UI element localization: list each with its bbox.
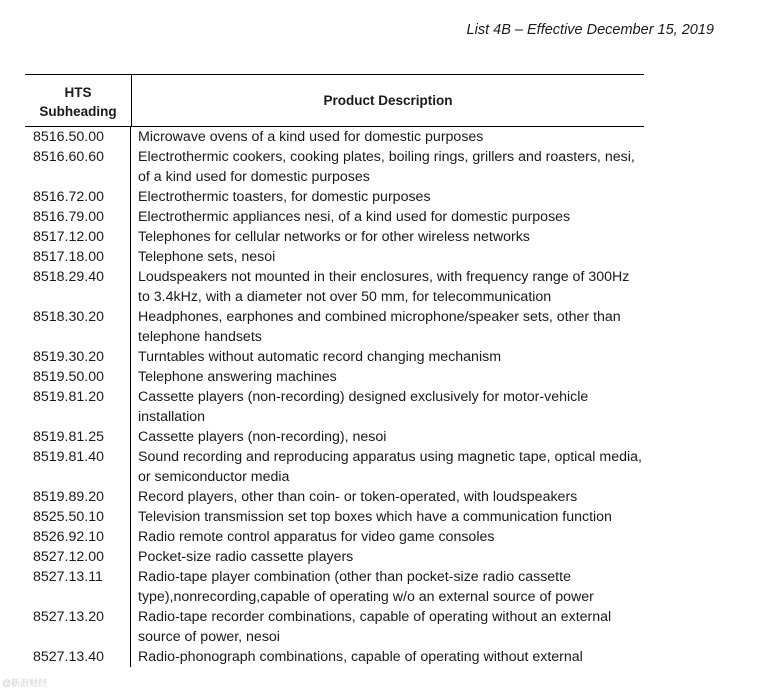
list-title: List 4B – Effective December 15, 2019 <box>466 22 714 38</box>
hts-code: 8516.60.60 <box>25 147 131 187</box>
column-header-hts <box>25 75 132 126</box>
product-description: Pocket-size radio cassette players <box>138 549 354 565</box>
hts-code: 8527.13.11 <box>25 567 131 607</box>
hts-code: 8516.79.00 <box>25 207 131 227</box>
table-row <box>25 207 644 227</box>
product-description: Electrothermic appliances nesi, of a kind used for domestic purposes <box>138 209 571 225</box>
product-description: Telephone sets, nesoi <box>138 249 276 265</box>
hts-code: 8519.30.20 <box>25 347 131 367</box>
product-description: Loudspeakers not mounted in their enclosures, with frequency range of 300Hz to 3.4kHz, with a diameter not over 50 mm, for telecommunication <box>138 269 630 305</box>
hts-code: 8527.12.00 <box>25 547 131 567</box>
table-row <box>25 447 644 487</box>
product-description: Cassette players (non-recording), nesoi <box>138 429 387 445</box>
table-row <box>25 427 644 447</box>
table-row <box>25 127 644 147</box>
product-description: Microwave ovens of a kind used for domestic purposes <box>138 129 484 145</box>
table-row <box>25 527 644 547</box>
table-row <box>25 247 644 267</box>
product-description: Telephone answering machines <box>138 369 337 385</box>
table-header <box>25 74 644 127</box>
product-description: Electrothermic toasters, for domestic purposes <box>138 189 431 205</box>
hts-code: 8527.13.20 <box>25 607 131 647</box>
product-description: Radio-phonograph combinations, capable of operating without external <box>138 649 583 665</box>
hts-code: 8526.92.10 <box>25 527 131 547</box>
product-description: Cassette players (non-recording) designed exclusively for motor-vehicle installation <box>138 389 589 425</box>
product-description: Television transmission set top boxes which have a communication function <box>138 509 612 525</box>
hts-code: 8525.50.10 <box>25 507 131 527</box>
hts-code: 8519.81.25 <box>25 427 131 447</box>
table-row <box>25 547 644 567</box>
hts-code: 8519.89.20 <box>25 487 131 507</box>
product-description: Record players, other than coin- or token-operated, with loudspeakers <box>138 489 578 505</box>
column-header-description: Product Description <box>323 93 453 108</box>
hts-code: 8518.30.20 <box>25 307 131 347</box>
product-description: Electrothermic cookers, cooking plates, boiling rings, grillers and roasters, nesi, of a kind used for domestic purposes <box>138 149 635 185</box>
table-row <box>25 647 644 667</box>
hts-code: 8516.72.00 <box>25 187 131 207</box>
product-description: Headphones, earphones and combined microphone/speaker sets, other than telephone handsets <box>138 309 621 345</box>
table-row <box>25 187 644 207</box>
product-description: Radio-tape recorder combinations, capable of operating without an external source of power, nesoi <box>138 609 612 645</box>
hts-code: 8519.81.40 <box>25 447 131 487</box>
hts-code: 8518.29.40 <box>25 267 131 307</box>
table-row <box>25 507 644 527</box>
product-description: Sound recording and reproducing apparatus using magnetic tape, optical media, or semiconductor media <box>138 449 642 485</box>
table-row <box>25 387 644 427</box>
product-description: Turntables without automatic record changing mechanism <box>138 349 502 365</box>
tariff-table <box>25 74 644 667</box>
column-header-hts-line2: Subheading <box>39 104 117 119</box>
table-row <box>25 307 644 347</box>
product-description: Radio remote control apparatus for video game consoles <box>138 529 495 545</box>
table-row <box>25 227 644 247</box>
column-header-hts-line1: HTS <box>64 85 92 100</box>
hts-code: 8527.13.40 <box>25 647 131 667</box>
table-body <box>25 127 644 667</box>
hts-code: 8519.81.20 <box>25 387 131 427</box>
table-row <box>25 367 644 387</box>
hts-code: 8516.50.00 <box>25 127 131 147</box>
table-row <box>25 267 644 307</box>
table-row <box>25 487 644 507</box>
table-row <box>25 347 644 367</box>
table-row <box>25 567 644 607</box>
hts-code: 8519.50.00 <box>25 367 131 387</box>
hts-code: 8517.12.00 <box>25 227 131 247</box>
product-description: Radio-tape player combination (other than pocket-size radio cassette type),nonrecording,capable of operating w/o an external source of power <box>138 569 594 605</box>
table-row <box>25 607 644 647</box>
watermark: @新浪财经 <box>2 678 48 688</box>
hts-code: 8517.18.00 <box>25 247 131 267</box>
product-description: Telephones for cellular networks or for other wireless networks <box>138 229 530 245</box>
table-row <box>25 147 644 187</box>
